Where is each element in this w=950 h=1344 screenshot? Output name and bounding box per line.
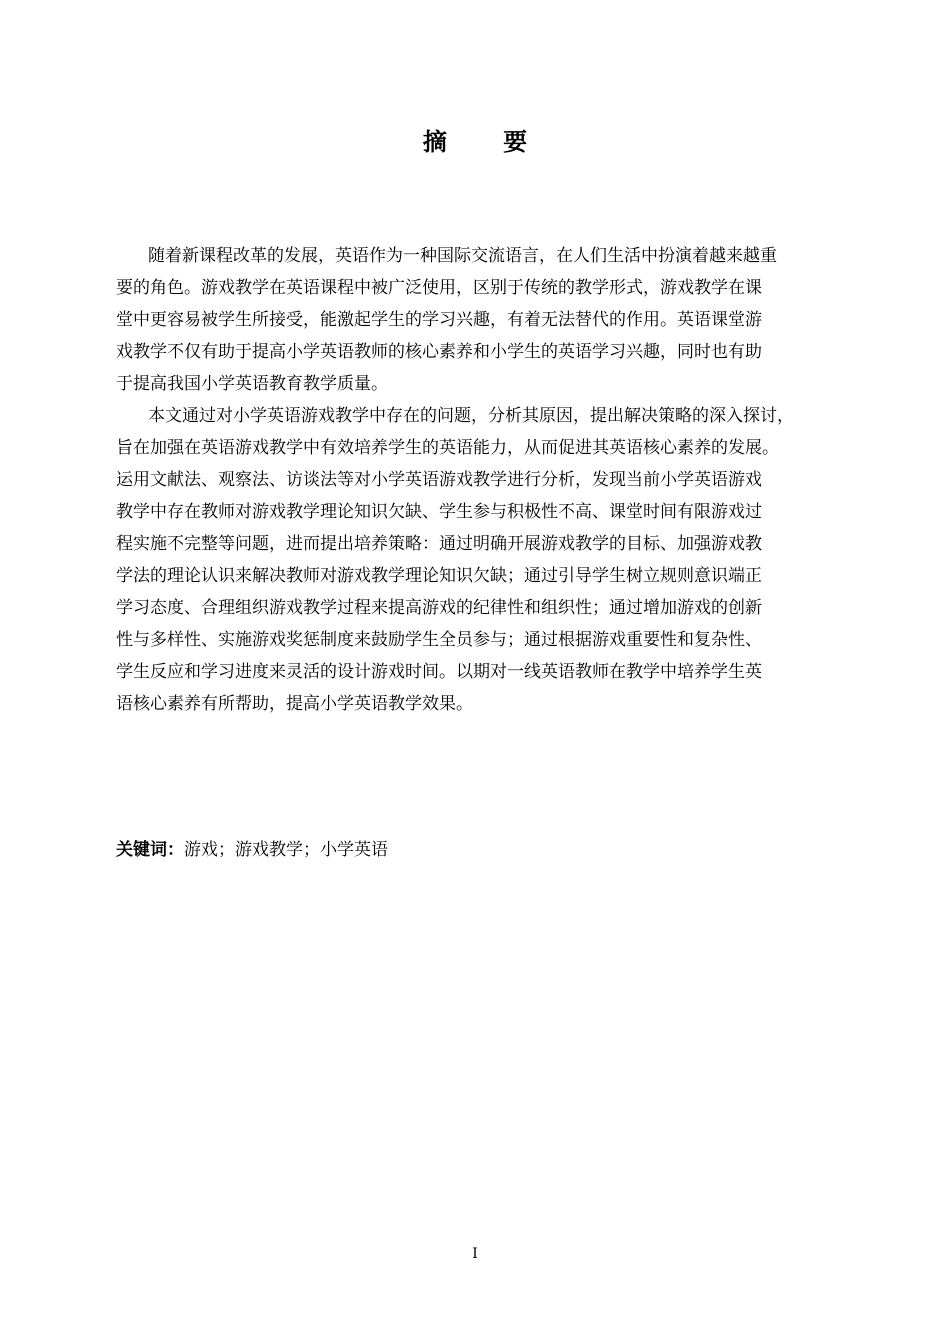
paragraph-line: 本文通过对小学英语游戏教学中存在的问题，分析其原因，提出解决策略的深入探讨， (148, 406, 794, 426)
paragraph-line: 运用文献法、观察法、访谈法等对小学英语游戏教学进行分析，发现当前小学英语游戏 (116, 470, 762, 490)
paragraph-line: 程实施不完整等问题，进而提出培养策略：通过明确开展游戏教学的目标、加强游戏教 (116, 534, 762, 554)
abstract-body (116, 240, 862, 720)
paragraph-line: 堂中更容易被学生所接受，能激起学生的学习兴趣，有着无法替代的作用。英语课堂游 (116, 310, 762, 330)
page-number: I (472, 1246, 478, 1262)
paragraph-line: 语核心素养有所帮助，提高小学英语教学效果。 (116, 694, 473, 714)
paragraph-line: 要的角色。游戏教学在英语课程中被广泛使用，区别于传统的教学形式，游戏教学在课 (116, 278, 762, 298)
paragraph-line: 随着新课程改革的发展，英语作为一种国际交流语言，在人们生活中扮演着越来越重 (148, 246, 777, 266)
page-title: 摘 要 (422, 128, 552, 156)
paragraph-line: 学生反应和学习进度来灵活的设计游戏时间。以期对一线英语教师在教学中培养学生英 (116, 662, 762, 682)
paragraph-line: 学习态度、合理组织游戏教学过程来提高游戏的纪律性和组织性；通过增加游戏的创新 (116, 598, 762, 618)
paragraph-line: 旨在加强在英语游戏教学中有效培养学生的英语能力，从而促进其英语核心素养的发展。 (116, 438, 779, 458)
paragraph-line: 学法的理论认识来解决教师对游戏教学理论知识欠缺；通过引导学生树立规则意识端正 (116, 566, 762, 586)
paragraph-line: 于提高我国小学英语教育教学质量。 (116, 374, 388, 394)
paragraph-1 (116, 240, 862, 400)
paragraph-line: 性与多样性、实施游戏奖惩制度来鼓励学生全员参与；通过根据游戏重要性和复杂性、 (116, 630, 762, 650)
keywords-label: 关键词： (116, 840, 184, 860)
paragraph-line: 教学中存在教师对游戏教学理论知识欠缺、学生参与积极性不高、课堂时间有限游戏过 (116, 502, 762, 522)
keywords (116, 834, 388, 866)
paragraph-2 (116, 400, 862, 720)
keywords-value: 游戏；游戏教学；小学英语 (184, 840, 388, 860)
paragraph-line: 戏教学不仅有助于提高小学英语教师的核心素养和小学生的英语学习兴趣，同时也有助 (116, 342, 762, 362)
